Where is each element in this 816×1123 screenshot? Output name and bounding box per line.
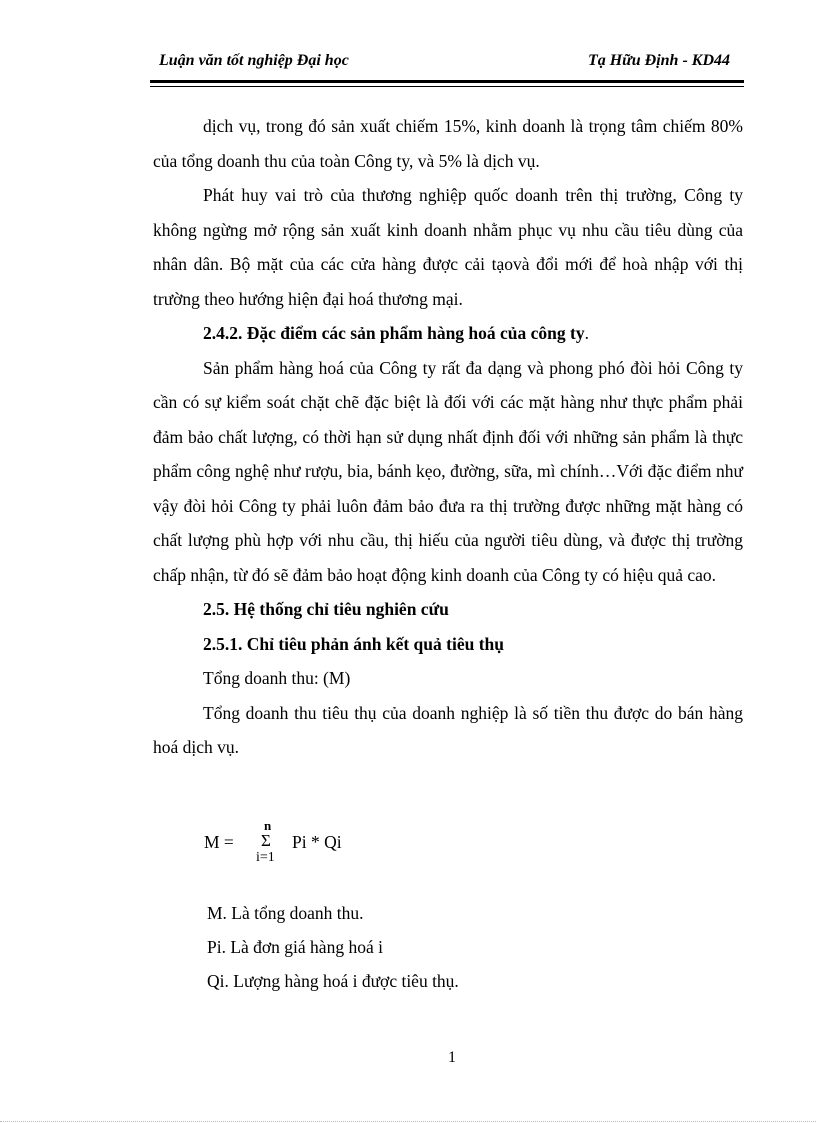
revenue-formula bbox=[204, 818, 404, 870]
paragraph-total-revenue-definition: Tổng doanh thu tiêu thụ của doanh nghiệp là số tiền thu được do bán hàng hoá dịch vụ. bbox=[153, 702, 743, 757]
page-bottom-border bbox=[0, 1121, 816, 1122]
section-heading-2-4-2 bbox=[153, 316, 743, 351]
section-heading-2-5-1: 2.5.1. Chỉ tiêu phản ánh kết quả tiêu thụ bbox=[203, 633, 504, 654]
running-header bbox=[155, 52, 730, 72]
header-thesis-title: Luận văn tốt nghiệp Đại học bbox=[159, 52, 349, 69]
header-author: Tạ Hữu Định - KD44 bbox=[587, 52, 730, 69]
paragraph-service-share: dịch vụ, trong đó sản xuất chiếm 15%, kinh doanh là trọng tâm chiếm 80% của tổng doanh thu của toàn Công ty, và 5% là dịch vụ. bbox=[153, 116, 743, 171]
section-heading-2-4-2-period: . bbox=[584, 323, 589, 343]
header-rule-thin bbox=[150, 86, 744, 87]
formula-lower-limit: i=1 bbox=[256, 850, 275, 865]
page-number: 1 bbox=[448, 1049, 456, 1066]
header-rule-thick bbox=[150, 80, 744, 83]
formula-upper-limit: n bbox=[264, 818, 272, 833]
definition-pi: Pi. Là đơn giá hàng hoá i bbox=[207, 937, 383, 957]
formula-sigma-symbol: Σ bbox=[261, 831, 271, 850]
main-text bbox=[153, 109, 743, 765]
definition-m: M. Là tổng doanh thu. bbox=[207, 903, 364, 923]
section-heading-2-4-2-text: 2.4.2. Đặc điểm các sản phẩm hàng hoá của công ty bbox=[203, 323, 585, 343]
formula-lhs: M = bbox=[204, 832, 234, 852]
paragraph-product-characteristics: Sản phẩm hàng hoá của Công ty rất đa dạng và phong phó đòi hỏi Công ty cần có sự kiểm soát chặt chẽ đặc biệt là đối với các mặt hàng như thực phẩm phải đảm bảo chất lượng, có thời hạn sử dụng nhất định đối với những sản phẩm là thực phẩm công nghệ như rượu, bia, bánh kẹo, đường, sữa, mì chính…Với đặc điểm như vậy đòi hỏi Công ty phải luôn đảm bảo đưa ra thị trường được những mặt hàng có chất lượng phù hợp với nhu cầu, thị hiếu của người tiêu dùng, và được thị trường chấp nhận, từ đó sẽ đảm bảo hoạt động kinh doanh của Công ty có hiệu quả cao. bbox=[153, 357, 743, 585]
definition-qi: Qi. Lượng hàng hoá i được tiêu thụ. bbox=[207, 971, 459, 991]
formula-rhs: Pi * Qi bbox=[292, 832, 342, 852]
paragraph-role-of-company: Phát huy vai trò của thương nghiệp quốc doanh trên thị trường, Công ty không ngừng mở rộng sản xuất kinh doanh nhằm phục vụ nhu cầu tiêu dùng của nhân dân. Bộ mặt của các cửa hàng được cải tạovà đổi mới để hoà nhập với thị trường theo hướng hiện đại hoá thương mại. bbox=[153, 185, 743, 309]
section-heading-2-5: 2.5. Hệ thống chỉ tiêu nghiên cứu bbox=[203, 599, 449, 619]
total-revenue-label: Tổng doanh thu: (M) bbox=[203, 668, 351, 688]
formula-definitions bbox=[207, 896, 459, 998]
